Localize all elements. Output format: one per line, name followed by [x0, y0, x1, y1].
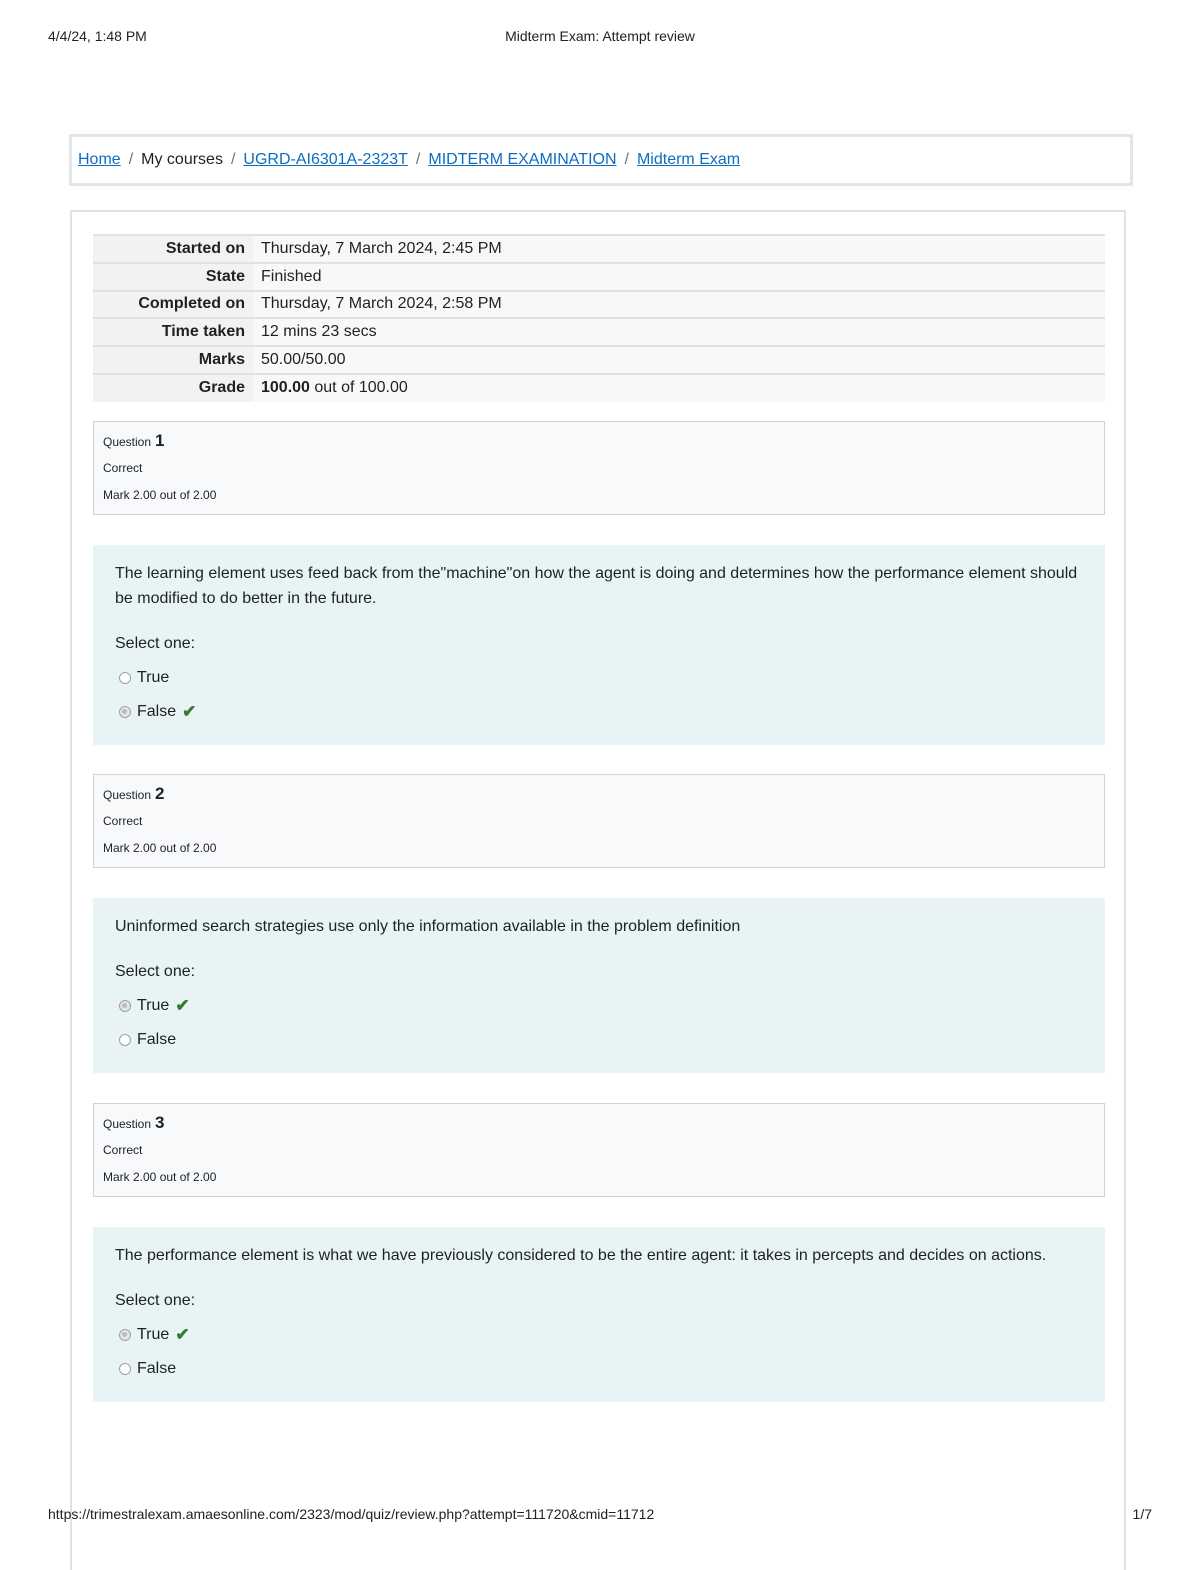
summary-row-completed	[93, 291, 1105, 319]
question-text: The learning element uses feed back from the"machine"on how the agent is doing and determines how the performance element should be modified to do better in the future.	[115, 565, 1078, 607]
summary-value: Thursday, 7 March 2024, 2:58 PM	[253, 291, 1105, 319]
radio-button-selected[interactable]	[119, 1000, 131, 1012]
breadcrumb-separator: /	[624, 151, 629, 168]
answer-option-false[interactable]	[115, 1352, 1083, 1386]
print-page-number: 1/7	[1132, 1506, 1152, 1522]
summary-label: Completed on	[93, 291, 253, 319]
question-grade: Mark 2.00 out of 2.00	[103, 488, 217, 502]
question-state: Correct	[103, 1143, 143, 1157]
question-grade: Mark 2.00 out of 2.00	[103, 1170, 217, 1184]
attempt-summary-table	[93, 234, 1105, 402]
breadcrumb-separator: /	[128, 151, 134, 168]
summary-row-marks	[93, 346, 1105, 374]
question-label: Question	[103, 788, 152, 802]
summary-row-grade	[93, 374, 1105, 402]
radio-button-selected[interactable]	[119, 1329, 131, 1341]
answer-options	[115, 1318, 1083, 1386]
summary-row-state	[93, 263, 1105, 291]
answer-option-true[interactable]	[115, 661, 1083, 695]
question-state: Correct	[103, 814, 143, 828]
question-prompt: Select one:	[115, 635, 196, 652]
option-label: True	[137, 997, 170, 1014]
summary-value: 12 mins 23 secs	[253, 318, 1105, 346]
question-info	[93, 421, 1105, 515]
option-label: False	[137, 703, 177, 720]
answer-options	[115, 989, 1083, 1057]
summary-row-time-taken	[93, 318, 1105, 346]
question-content	[93, 1227, 1105, 1402]
radio-button[interactable]	[119, 1363, 131, 1375]
summary-label: Time taken	[93, 318, 253, 346]
summary-value: Finished	[253, 263, 1105, 291]
option-label: False	[137, 1360, 177, 1377]
question-info	[93, 774, 1105, 868]
option-label: True	[137, 1326, 170, 1343]
radio-button[interactable]	[119, 672, 131, 684]
grade-out-of: out of 100.00	[309, 379, 408, 397]
question-content	[93, 545, 1105, 745]
question-text: The performance element is what we have previously considered to be the entire agent: it takes in percepts and decides on actions.	[115, 1247, 1047, 1264]
question-state: Correct	[103, 461, 143, 475]
breadcrumb-home-link[interactable]: Home	[78, 151, 121, 168]
print-header	[48, 28, 1152, 48]
breadcrumb	[69, 134, 1133, 186]
answer-option-true[interactable]	[115, 989, 1083, 1023]
question-number	[103, 784, 165, 804]
check-icon: ✔	[175, 996, 190, 1015]
question-number	[103, 431, 165, 451]
grade-score: 100.00	[261, 379, 310, 397]
question-number	[103, 1113, 165, 1133]
breadcrumb-course-link[interactable]: UGRD-AI6301A-2323T	[243, 151, 408, 168]
print-page-title: Midterm Exam: Attempt review	[505, 28, 695, 44]
summary-row-started	[93, 235, 1105, 263]
question-text: Uninformed search strategies use only the information available in the problem definition	[115, 918, 741, 935]
summary-value: 50.00/50.00	[253, 346, 1105, 374]
summary-value: Thursday, 7 March 2024, 2:45 PM	[253, 235, 1105, 263]
question-prompt: Select one:	[115, 1292, 196, 1309]
question-number-value: 2	[155, 784, 165, 803]
question-number-value: 3	[155, 1113, 165, 1132]
check-icon: ✔	[182, 702, 197, 721]
question-label: Question	[103, 1117, 152, 1131]
question-grade: Mark 2.00 out of 2.00	[103, 841, 217, 855]
summary-label: Grade	[93, 374, 253, 402]
print-footer	[48, 1506, 1152, 1526]
summary-label: Marks	[93, 346, 253, 374]
breadcrumb-quiz-link[interactable]: Midterm Exam	[636, 151, 741, 168]
answer-options	[115, 661, 1083, 729]
summary-label: Started on	[93, 235, 253, 263]
breadcrumb-separator: /	[415, 151, 421, 168]
answer-option-true[interactable]	[115, 1318, 1083, 1352]
question-info	[93, 1103, 1105, 1197]
question-number-value: 1	[155, 431, 165, 450]
radio-button-selected[interactable]	[119, 706, 131, 718]
breadcrumb-section-link[interactable]: MIDTERM EXAMINATION	[428, 151, 617, 168]
option-label: False	[137, 1031, 177, 1048]
radio-button[interactable]	[119, 1034, 131, 1046]
answer-option-false[interactable]	[115, 1023, 1083, 1057]
breadcrumb-separator: /	[230, 151, 236, 168]
print-date: 4/4/24, 1:48 PM	[48, 28, 147, 44]
summary-value	[253, 374, 1105, 402]
question-label: Question	[103, 435, 152, 449]
question-prompt: Select one:	[115, 963, 196, 980]
question-content	[93, 898, 1105, 1073]
check-icon: ✔	[175, 1325, 190, 1344]
option-label: True	[137, 669, 170, 686]
answer-option-false[interactable]	[115, 695, 1083, 729]
breadcrumb-my-courses: My courses	[141, 151, 223, 168]
print-url: https://trimestralexam.amaesonline.com/2323/mod/quiz/review.php?attempt=111720&cmid=11712	[48, 1506, 655, 1522]
summary-label: State	[93, 263, 253, 291]
